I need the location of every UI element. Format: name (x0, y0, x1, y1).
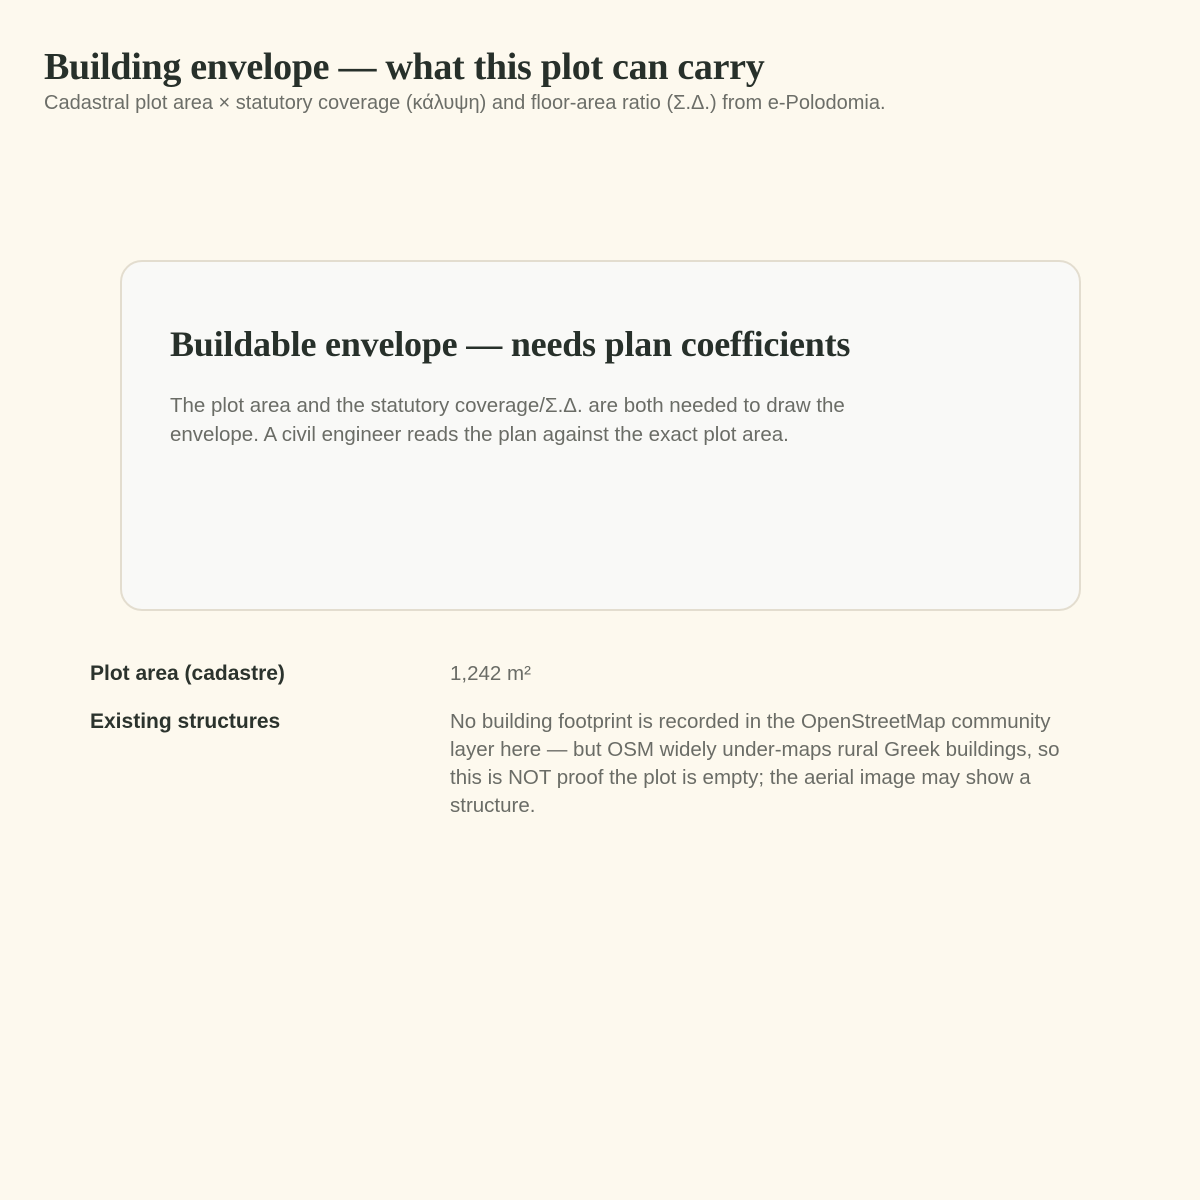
page-subtitle: Cadastral plot area × statutory coverage (κάλυψη) and floor-area ratio (Σ.Δ.) from e-Polodomia. (44, 92, 886, 114)
card-title: Buildable envelope — needs plan coefficients (170, 324, 851, 364)
page-title: Building envelope — what this plot can carry (44, 46, 765, 88)
fact-row-existing-structures (90, 708, 1070, 820)
fact-value: No building footprint is recorded in the OpenStreetMap community layer here — but OSM widely under-maps rural Greek buildings, so this is NOT proof the plot is empty; the aerial image may show a structure. (450, 710, 1060, 817)
facts-list (90, 660, 1070, 840)
fact-label: Existing structures (90, 710, 281, 733)
envelope-card (120, 260, 1081, 611)
fact-value: 1,242 m² (450, 662, 531, 685)
fact-row-plot-area (90, 660, 1070, 688)
card-body: The plot area and the statutory coverage/Σ.Δ. are both needed to draw the envelope. A civil engineer reads the plan against the exact plot area. (170, 394, 845, 446)
page-header (44, 44, 1154, 116)
fact-label: Plot area (cadastre) (90, 662, 285, 685)
